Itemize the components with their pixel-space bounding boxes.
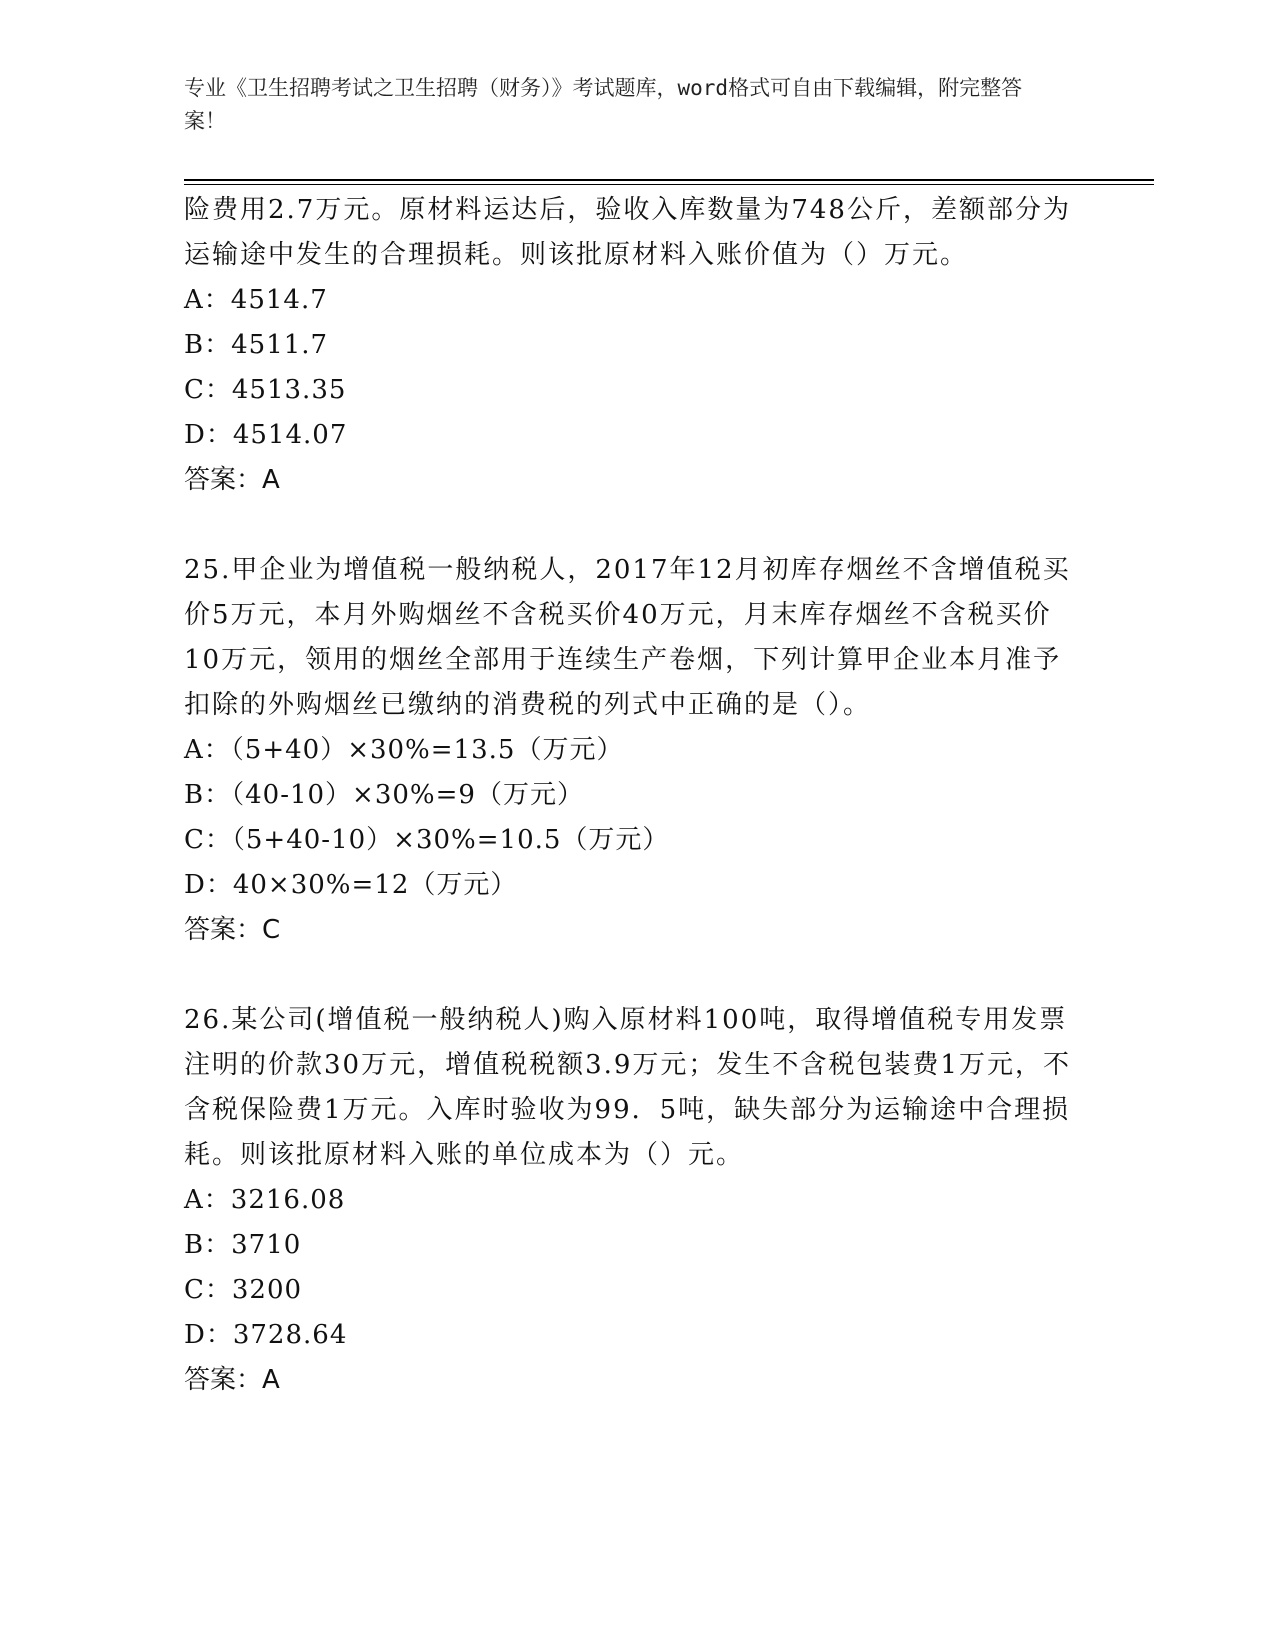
- question-block: [184, 548, 1084, 953]
- option-b: B：3710: [184, 1230, 302, 1260]
- option-b: B：（40-10）×30%=9（万元）: [184, 780, 584, 810]
- answer-line: 答案：A: [184, 1365, 280, 1395]
- option-d: D：3728.64: [184, 1320, 348, 1350]
- option-d: D：4514.07: [184, 420, 348, 450]
- question-stem: 险费用2.7万元。原材料运达后，验收入库数量为748公斤，差额部分为运输途中发生的合理损耗。则该批原材料入账价值为（）万元。: [184, 195, 1071, 270]
- option-a: A：4514.7: [184, 285, 328, 315]
- option-a: A：3216.08: [184, 1185, 346, 1215]
- option-c: C：（5+40-10）×30%=10.5（万元）: [184, 825, 670, 855]
- question-block: [184, 188, 1084, 503]
- question-spacer: [184, 503, 1084, 548]
- document-header: 专业《卫生招聘考试之卫生招聘（财务）》考试题库，word格式可自由下载编辑，附完整答案！: [184, 76, 1023, 133]
- option-c: C：4513.35: [184, 375, 347, 405]
- option-c: C：3200: [184, 1275, 303, 1305]
- option-d: D：40×30%=12（万元）: [184, 870, 518, 900]
- answer-line: 答案：A: [184, 465, 280, 495]
- option-b: B：4511.7: [184, 330, 329, 360]
- question-stem: 26.某公司(增值税一般纳税人)购入原材料100吨，取得增值税专用发票注明的价款30万元，增值税税额3.9万元；发生不含税包装费1万元，不含税保险费1万元。入库时验收为99．5吨，缺失部分为运输途中合理损耗。则该批原材料入账的单位成本为（）元。: [184, 1005, 1071, 1170]
- question-stem: 25.甲企业为增值税一般纳税人，2017年12月初库存烟丝不含增值税买价5万元，本月外购烟丝不含税买价40万元，月末库存烟丝不含税买价10万元，领用的烟丝全部用于连续生产卷烟，下列计算甲企业本月准予扣除的外购烟丝已缴纳的消费税的列式中正确的是（）。: [184, 555, 1071, 720]
- header-rule-thick: [184, 179, 1154, 181]
- question-spacer: [184, 953, 1084, 998]
- header-rule-thin: [184, 184, 1154, 185]
- answer-line: 答案：C: [184, 915, 281, 945]
- option-a: A：（5+40）×30%=13.5（万元）: [184, 735, 624, 765]
- document-body: [184, 188, 1084, 1403]
- question-block: [184, 998, 1084, 1403]
